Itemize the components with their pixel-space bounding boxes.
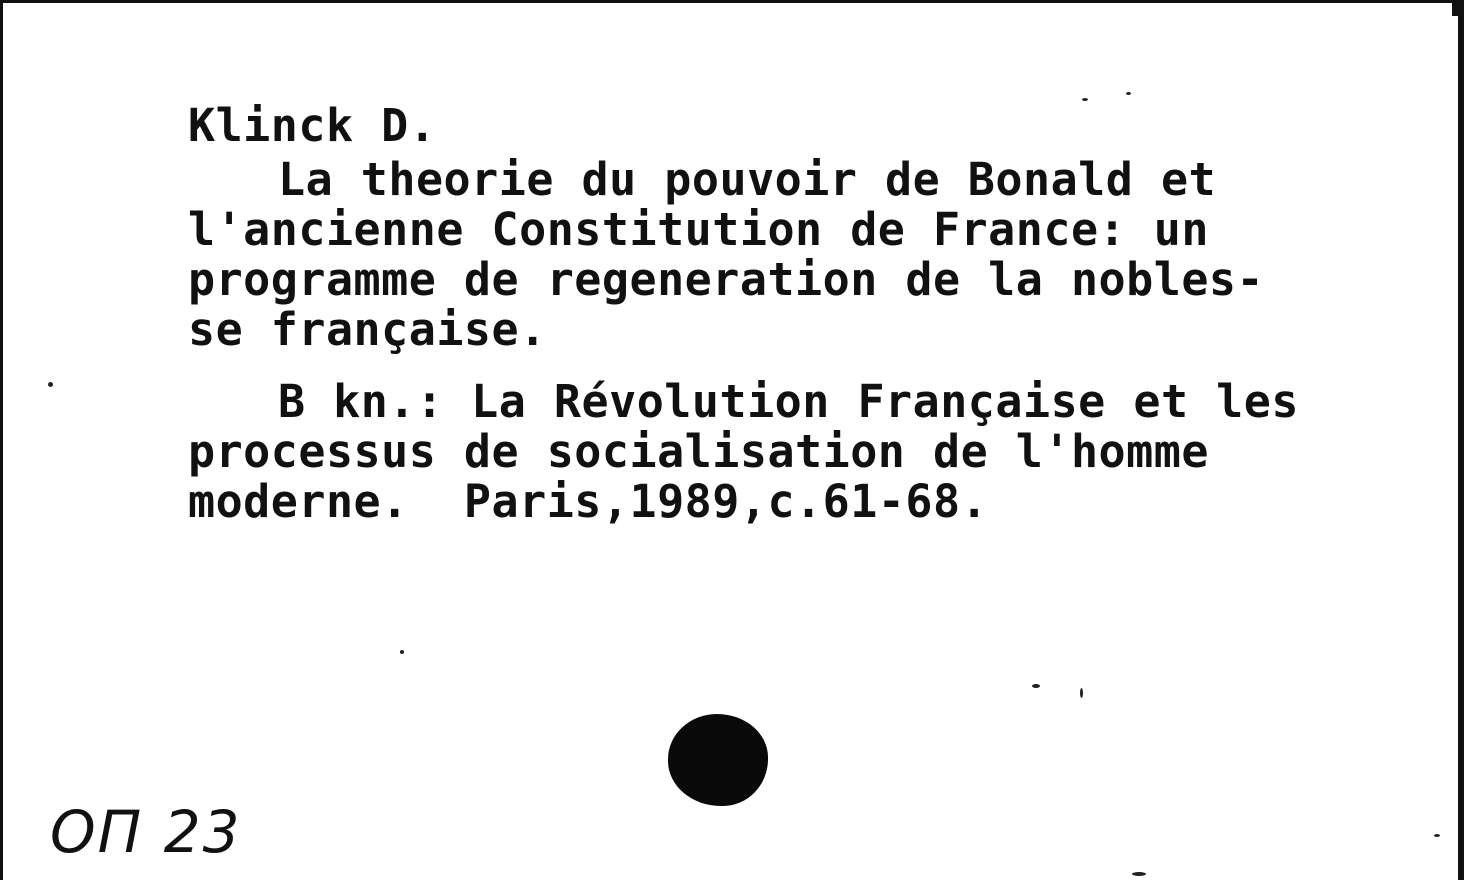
title-line-1: La theorie du pouvoir de Bonald et — [278, 153, 1217, 206]
source-line-1: B kn.: La Révolution Française et les — [278, 375, 1299, 428]
author-line: Klinck D. — [188, 99, 437, 152]
scan-speck — [1082, 98, 1088, 101]
scan-speck — [48, 382, 53, 387]
source-line-2: processus de socialisation de l'homme — [188, 425, 1209, 478]
scan-speck — [1132, 872, 1146, 876]
scan-speck — [1434, 834, 1440, 837]
title-line-3: programme de regeneration de la nobles- — [188, 253, 1265, 306]
title-line-2: l'ancienne Constitution de France: un — [188, 203, 1209, 256]
card-border-left — [0, 0, 3, 880]
source-line-3: moderne. Paris,1989,c.61-68. — [188, 475, 989, 528]
shelf-mark: ОП 23 — [50, 798, 242, 866]
scan-speck — [400, 650, 404, 654]
card-corner-mark — [1452, 0, 1464, 16]
card-border-right — [1458, 0, 1464, 880]
scan-speck — [1080, 688, 1083, 698]
card-border-top — [0, 0, 1464, 3]
punch-hole — [668, 714, 768, 806]
title-line-4: se française. — [188, 303, 547, 356]
scan-speck — [1032, 684, 1040, 688]
scan-speck — [1126, 92, 1131, 95]
